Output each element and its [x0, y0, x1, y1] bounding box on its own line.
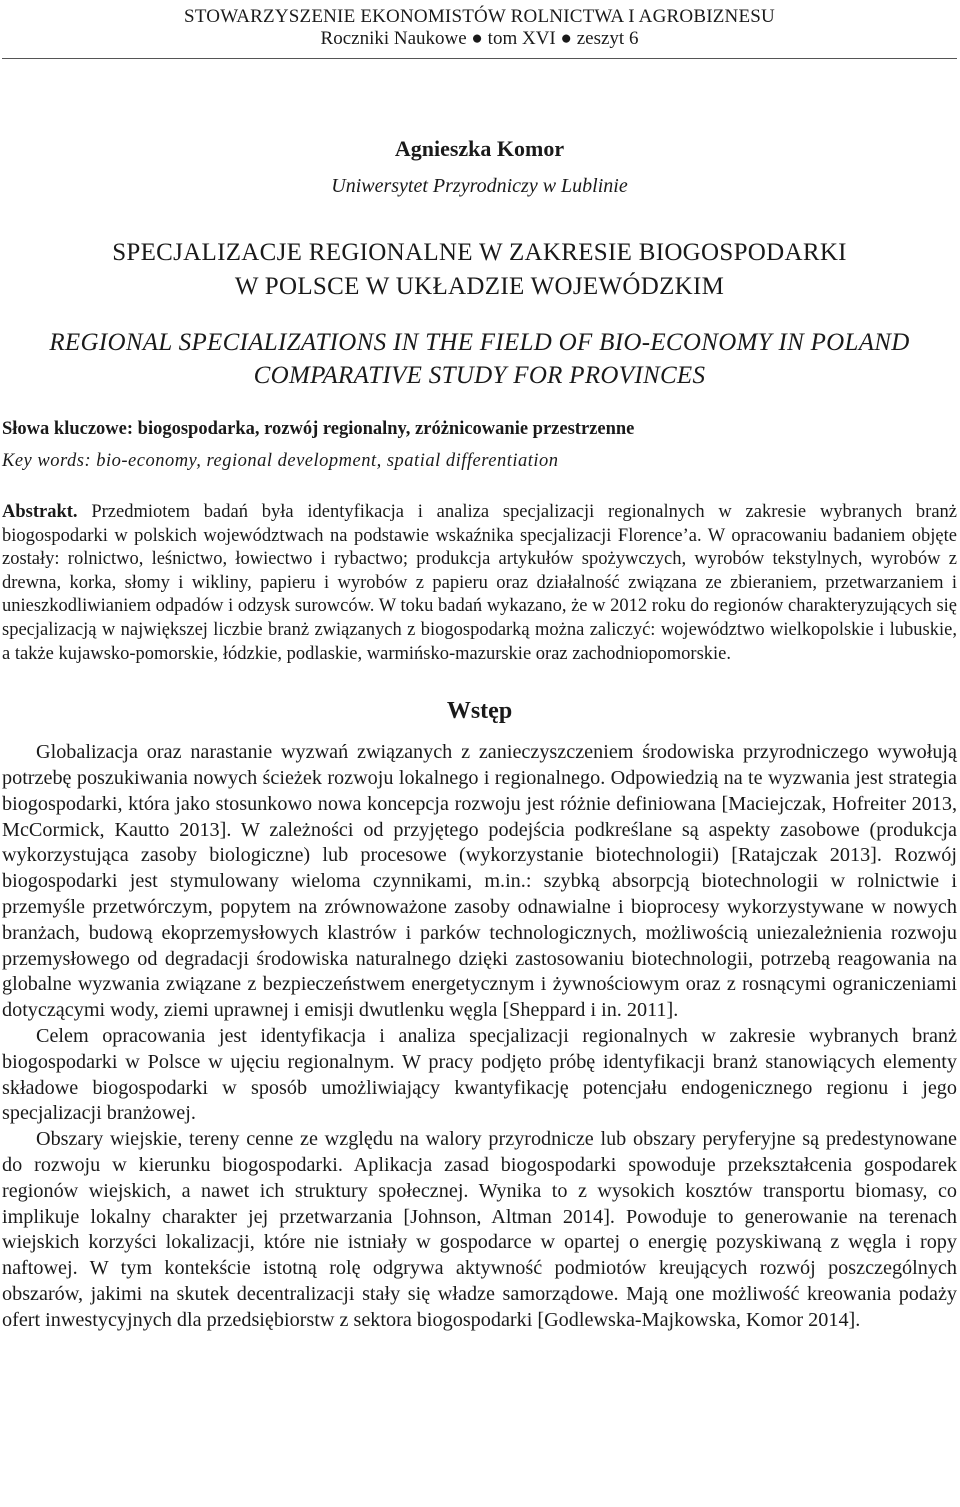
journal-header — [2, 0, 957, 50]
author-affiliation: Uniwersytet Przyrodniczy w Lublinie — [331, 175, 628, 197]
title-polish-line-1: SPECJALIZACJE REGIONALNE W ZAKRESIE BIOGOSPODARKI — [112, 239, 847, 266]
abstract-label: Abstrakt. — [2, 502, 78, 522]
abstract-text: Przedmiotem badań była identyfikacja i analiza specjalizacji regionalnych w zakresie wybranych branż biogospodarki w polskich województwach na podstawie wskaźnika specjalizacji Florence’a. W opracowaniu badaniem objęte zostały: rolnictwo, leśnictwo, łowiectwo i rybactwo; produkcja artykułów spożywczych, wyrobów tekstylnych, wyrobów z drewna, korka, słomy i wikliny, papieru i wyrobów z papieru oraz działalność związana ze zbieraniem, przetwarzaniem i unieszkodliwianiem odpadów i odzysk surowców. W toku badań wykazano, że w 2012 roku do regionów charakteryzujących się specjalizacją w największej liczbie branż związanych z biogospodarką można zaliczyć: województwo wielkopolskie i lubuskie, a także kujawsko-pomorskie, łódzkie, podlaskie, warmińsko-mazurskie oraz zachodniopomorskie. — [2, 502, 958, 664]
intro-paragraph-2: Celem opracowania jest identyfikacja i analiza specjalizacji regionalnych w zakresie wybranych branż biogospodarki w Polsce w ujęciu regionalnym. W pracy podjęto próbę identyfikacji branż stanowiących elementy składowe biogospodarki w sposób umożliwiający kwantyfikację potencjału endogenicznego regionu i jego specjalizacji branżowej. — [2, 1024, 957, 1125]
keywords-polish: Słowa kluczowe: biogospodarka, rozwój regionalny, zróżnicowanie przestrzenne — [2, 419, 635, 439]
title-english-line-1: REGIONAL SPECIALIZATIONS IN THE FIELD OF BIO-ECONOMY IN POLAND — [49, 329, 910, 356]
intro-paragraph-3: Obszary wiejskie, tereny cenne ze względu na walory przyrodnicze lub obszary peryferyjne są predestynowane do rozwoju w kierunku biogospodarki. Aplikacja zasad biogospodarki spowoduje przekształcenia gospodarek regionów wiejskich, a nawet ich struktury społecznej. Wynika to z wysokich kosztów transportu biomasy, co implikuje lokalny charakter jej przetwarzania [Johnson, Altman 2014]. Powoduje to generowanie na terenach wiejskich korzyści lokalizacji, które nie istniały w gospodarce w opartej o energię pozyskiwaną z węgla i ropy naftowej. W tym kontekście istotną rolę odgrywa aktywność podmiotów kreujących rozwój poszczególnych obszarów, jakimi na skutek decentralizacji stały się władze samorządowe. Mają one możliwość kreowania podaży ofert inwestycyjnych dla przedsiębiorstw z sektora biogospodarki [Godlewska-Majkowska, Komor 2014]. — [2, 1128, 957, 1331]
abstract — [2, 501, 957, 666]
title-english — [2, 326, 957, 392]
author-name: Agnieszka Komor — [394, 136, 565, 161]
section-heading-intro: Wstęp — [446, 698, 513, 725]
title-polish-line-2: W POLSCE W UKŁADZIE WOJEWÓDZKIM — [234, 273, 725, 300]
keywords-english: Key words: bio-economy, regional development, spatial differentiation — [2, 451, 559, 471]
journal-series: Roczniki Naukowe ● tom XVI ● zeszyt 6 — [320, 28, 639, 49]
title-english-line-2: COMPARATIVE STUDY FOR PROVINCES — [253, 362, 706, 389]
intro-body — [2, 740, 957, 1333]
title-polish — [2, 236, 957, 304]
header-divider — [2, 58, 957, 59]
journal-organization: STOWARZYSZENIE EKONOMISTÓW ROLNICTWA I AGROBIZNESU — [184, 6, 775, 27]
intro-paragraph-1: Globalizacja oraz narastanie wyzwań związanych z zanieczyszczeniem środowiska przyrodniczego wywołują potrzebę poszukiwania nowych ścieżek rozwoju lokalnego i regionalnego. Odpowiedzią na te wyzwania jest strategia biogospodarki, która jako stosunkowo nowa koncepcja rozwoju jest różnie definiowana [Maciejczak, Hofreiter 2013, McCormick, Kautto 2013]. W zależności od przyjętego podejścia podkreślane są aspekty zasobowe (produkcja wykorzystująca zasoby biologiczne) lub procesowe (wykorzystanie biotechnologii) [Ratajczak 2013]. Rozwój biogospodarki jest stymulowany wieloma czynnikami, m.in.: szybką absorpcją biotechnologii w rolnictwie i przemyśle przetwórczym, popytem na zrównoważone zasoby odnawialne i bioprocesy wykorzystywane w nowych branżach, budową ekoprzemysłowych klastrów i parków technologicznych, możliwością uniezależnienia rozwoju przemysłowego od degradacji środowiska naturalnego dzięki zastosowaniu biotechnologii, potrzebą reagowania na globalne wyzwania związane z bezpieczeństwem energetycznym i żywnościowym oraz z rosnącymi ograniczeniami dotyczącymi wody, ziemi uprawnej i emisji dwutlenku węgla [Sheppard i in. 2011]. — [2, 741, 957, 1022]
